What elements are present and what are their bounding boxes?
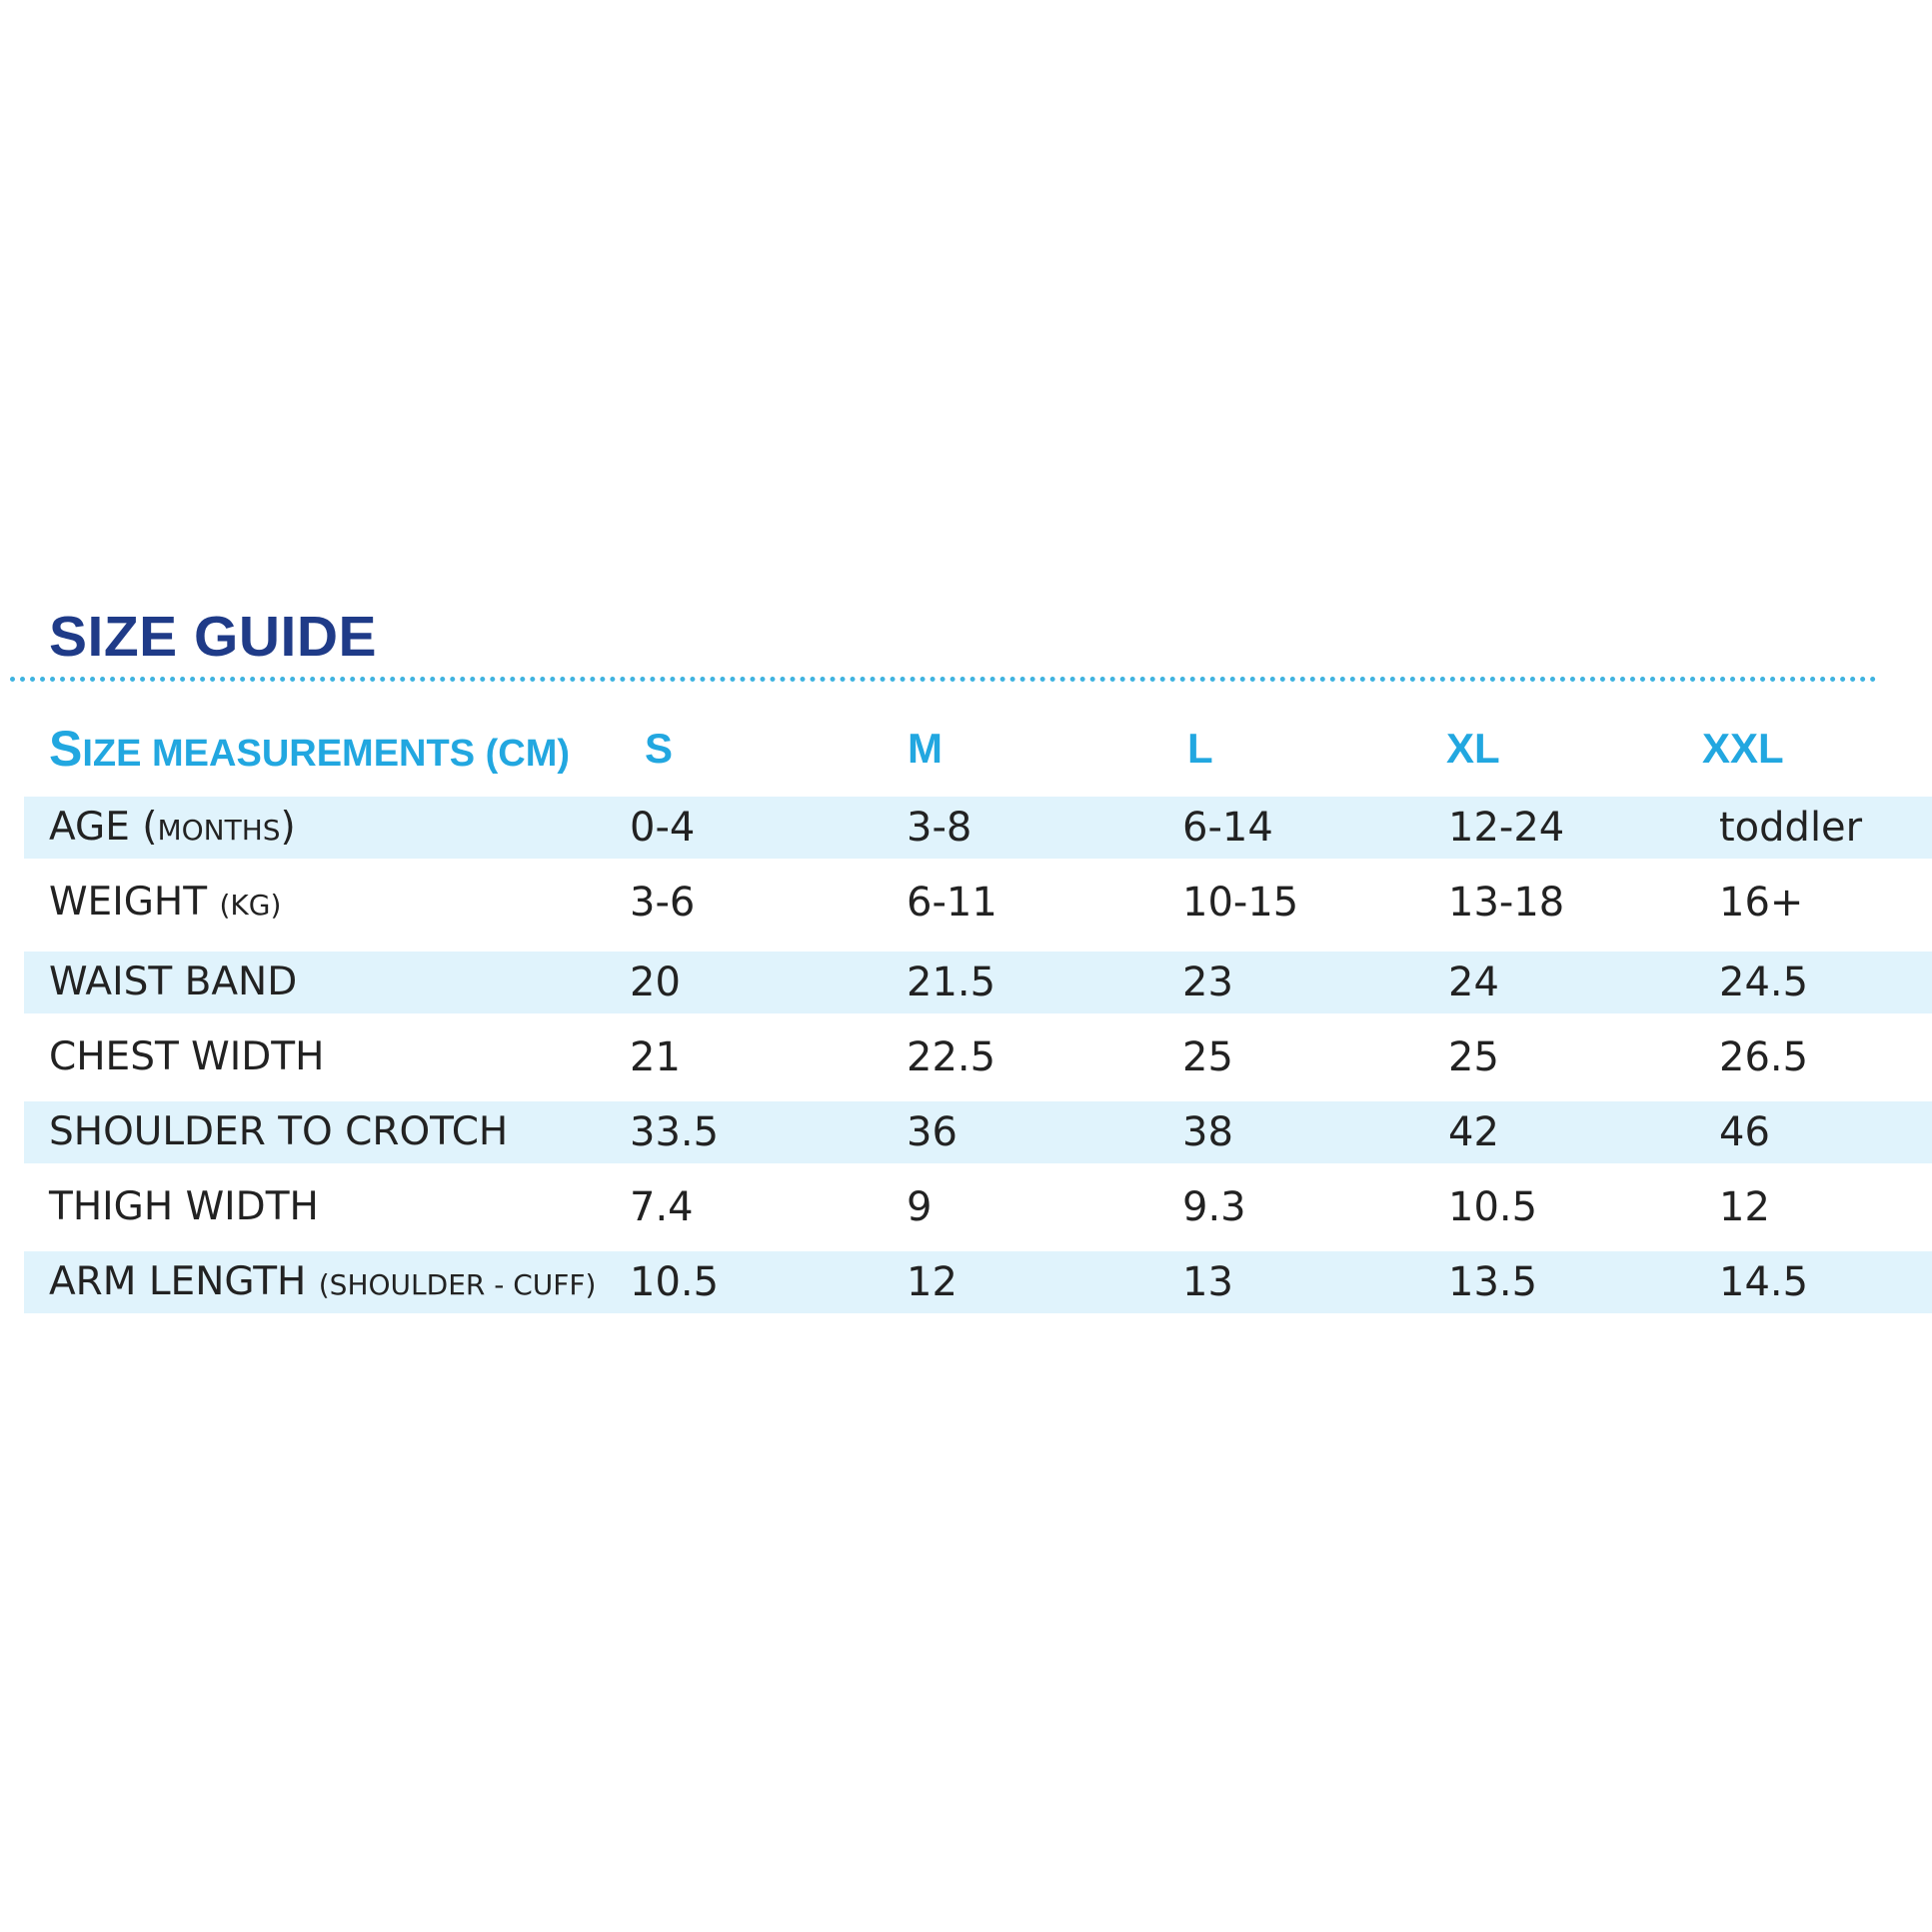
cell-l: 25 (1182, 1034, 1233, 1080)
cell-xl: 13-18 (1448, 880, 1565, 926)
table-row (24, 952, 1932, 1013)
page-title: SIZE GUIDE (49, 605, 378, 669)
cell-m: 21.5 (907, 960, 996, 1005)
header-size-m: M (908, 725, 943, 772)
table-row (24, 1026, 1932, 1088)
table-row (24, 1176, 1932, 1238)
cell-l: 38 (1182, 1109, 1233, 1155)
cell-m: 6-11 (907, 880, 997, 926)
cell-xxl: 14.5 (1719, 1259, 1809, 1305)
row-label: SHOULDER TO CROTCH (49, 1109, 509, 1154)
cell-xxl: 12 (1719, 1184, 1770, 1230)
cell-xl: 10.5 (1448, 1184, 1538, 1230)
cell-xxl: 16+ (1719, 880, 1804, 926)
cell-s: 7.4 (630, 1184, 694, 1230)
table-header (0, 718, 1932, 780)
cell-xxl: 24.5 (1719, 960, 1809, 1005)
cell-xxl: 46 (1719, 1109, 1770, 1155)
header-size-xl: XL (1446, 725, 1500, 772)
cell-s: 33.5 (630, 1109, 720, 1155)
cell-xl: 42 (1448, 1109, 1499, 1155)
cell-l: 23 (1182, 960, 1233, 1005)
cell-s: 21 (630, 1034, 681, 1080)
header-size-l: L (1187, 725, 1213, 772)
cell-m: 36 (907, 1109, 958, 1155)
row-label: CHEST WIDTH (49, 1034, 325, 1079)
header-size-s: S (645, 725, 674, 772)
table-row (24, 1251, 1932, 1313)
row-label: WAIST BAND (49, 960, 298, 1004)
cell-l: 13 (1182, 1259, 1233, 1305)
header-label-rest: IZE MEASUREMENTS (CM) (82, 733, 571, 775)
cell-m: 9 (907, 1184, 933, 1230)
dotted-divider (10, 677, 1877, 682)
cell-m: 22.5 (907, 1034, 996, 1080)
header-label (49, 718, 570, 780)
cell-s: 0-4 (630, 805, 696, 851)
table-row (24, 872, 1932, 934)
header-size-xxl: XXL (1702, 725, 1784, 772)
cell-xl: 24 (1448, 960, 1499, 1005)
cell-s: 3-6 (630, 880, 696, 926)
row-label: WEIGHT (KG) (49, 880, 282, 925)
row-label: AGE (MONTHS) (49, 805, 296, 850)
cell-l: 6-14 (1182, 805, 1273, 851)
row-label: THIGH WIDTH (49, 1184, 319, 1229)
cell-xl: 12-24 (1448, 805, 1565, 851)
cell-xxl: toddler (1719, 805, 1863, 851)
row-label: ARM LENGTH (SHOULDER - CUFF) (49, 1259, 597, 1304)
cell-s: 10.5 (630, 1259, 720, 1305)
table-row (24, 797, 1932, 859)
table-row (24, 1101, 1932, 1163)
cell-l: 10-15 (1182, 880, 1299, 926)
cell-xl: 13.5 (1448, 1259, 1538, 1305)
cell-l: 9.3 (1182, 1184, 1246, 1230)
cell-xl: 25 (1448, 1034, 1499, 1080)
cell-xxl: 26.5 (1719, 1034, 1809, 1080)
cell-m: 12 (907, 1259, 958, 1305)
cell-s: 20 (630, 960, 681, 1005)
header-label-initial: S (49, 721, 83, 777)
cell-m: 3-8 (907, 805, 972, 851)
